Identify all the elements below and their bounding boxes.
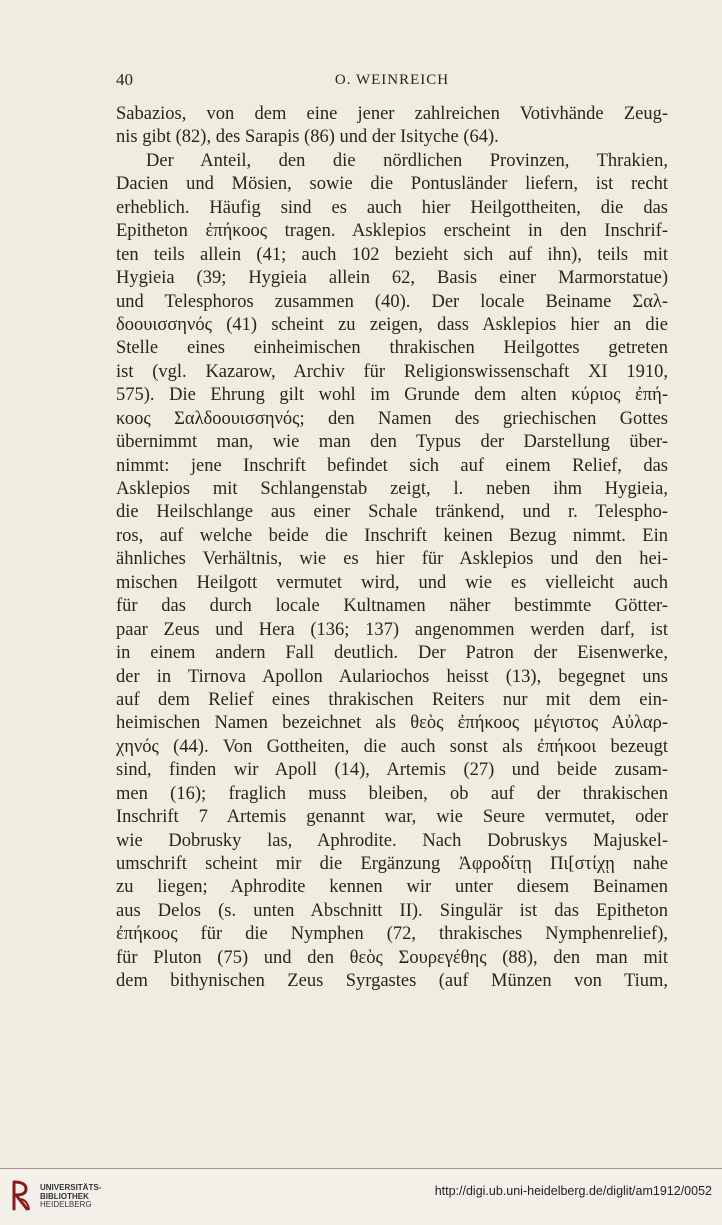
text-line: sind, finden wir Apoll (14), Artemis (27) und beide zusam-	[116, 760, 668, 781]
text-line: zu liegen; Aphrodite kennen wir unter diesem Beinamen	[116, 877, 668, 898]
text-line: ähnliches Verhältnis, wie es hier für Asklepios und den hei-	[116, 549, 668, 570]
page-header	[116, 70, 668, 94]
text-line: dem bithynischen Zeus Syrgastes (auf Münzen von Tium,	[116, 971, 668, 992]
text-line: Inschrift 7 Artemis genannt war, wie Seure vermutet, oder	[116, 807, 668, 828]
text-line: paar Zeus und Hera (136; 137) angenommen werden darf, ist	[116, 619, 668, 640]
text-line: Asklepios mit Schlangenstab zeigt, l. neben ihm Hygieia,	[116, 479, 668, 499]
text-line: der in Tirnova Apollon Aulariochos heisst (13), begegnet uns	[116, 666, 668, 687]
heidelberg-library-logo-icon	[10, 1179, 32, 1213]
text-line: ist (vgl. Kazarow, Archiv für Religionswissenschaft XI 1910,	[116, 361, 668, 382]
text-line: Dacien und Mösien, sowie die Pontusländer liefern, ist recht	[116, 174, 668, 195]
text-line: die Heilschlange aus einer Schale tränkend, und r. Telespho-	[116, 502, 668, 523]
text-line: nis gibt (82), des Sarapis (86) und der Isityche (64).	[116, 127, 499, 148]
text-line: δοουισσηνός (41) scheint zu zeigen, dass Asklepios hier an die	[116, 314, 668, 335]
institution-line: BIBLIOTHEK	[40, 1191, 89, 1201]
text-line: Hygieia (39; Hygieia allein 62, Basis einer Marmorstatue)	[116, 268, 668, 289]
institution-line: UNIVERSITÄTS-	[40, 1183, 102, 1192]
institution-line: HEIDELBERG	[40, 1200, 92, 1210]
text-line: Stelle eines einheimischen thrakischen Heilgottes getreten	[116, 338, 668, 359]
text-line: ros, auf welche beide die Inschrift keinen Bezug nimmt. Ein	[116, 525, 668, 546]
text-line: χηνός (44). Von Gottheiten, die auch sonst als ἐπήκοοι bezeugt	[116, 736, 668, 757]
text-line: ἐπήκοος für die Nymphen (72, thrakisches Nymphenrelief),	[116, 924, 668, 945]
text-line: Epitheton ἐπήκοος tragen. Asklepios erscheint in den Inschrif-	[116, 221, 668, 242]
text-line: wie Dobrusky las, Aphrodite. Nach Dobruskys Majuskel-	[116, 830, 668, 851]
institution-name	[40, 1184, 101, 1210]
source-url-link[interactable]: http://digi.ub.uni-heidelberg.de/diglit/am1912/0052	[434, 1184, 712, 1198]
text-line: auf dem Relief eines thrakischen Reiters nur mit dem ein-	[116, 689, 668, 710]
text-line: 575). Die Ehrung gilt wohl im Grunde dem alten κύριος ἐπή-	[116, 385, 668, 406]
page-number: 40	[116, 70, 133, 89]
text-line: übernimmt man, wie man den Typus der Darstellung über-	[116, 432, 668, 453]
text-line: ten teils allein (41; auch 102 bezieht sich auf ihn), teils mit	[116, 244, 668, 265]
text-line: Sabazios, von dem eine jener zahlreichen Votivhände Zeug-	[116, 104, 668, 124]
text-line: für das durch locale Kultnamen näher bestimmte Götter-	[116, 596, 668, 617]
text-line: und Telesphoros zusammen (40). Der locale Beiname Σαλ-	[116, 291, 668, 312]
text-line: κοος Σαλδοουισσηνός; den Namen des griechischen Gottes	[116, 408, 668, 429]
digitization-footer	[0, 1168, 722, 1225]
text-line: heimischen Namen bezeichnet als θεὸς ἐπήκοος μέγιστος Αὐλαρ-	[116, 713, 668, 734]
body-text	[116, 103, 668, 994]
running-head: O. WEINREICH	[334, 72, 450, 88]
text-line: erheblich. Häufig sind es auch hier Heilgottheiten, die das	[116, 197, 668, 218]
text-line: nimmt: jene Inschrift befindet sich auf einem Relief, das	[116, 455, 668, 476]
text-line: aus Delos (s. unten Abschnitt II). Singulär ist das Epitheton	[116, 900, 668, 921]
text-line: für Pluton (75) und den θεὸς Σουρεγέθης (88), den man mit	[116, 947, 668, 968]
text-line: mischen Heilgott vermutet wird, und wie es vielleicht auch	[116, 572, 668, 593]
text-line: men (16); fraglich muss bleiben, ob auf der thrakischen	[116, 783, 668, 804]
text-line: Der Anteil, den die nördlichen Provinzen, Thrakien,	[146, 150, 668, 171]
text-line: in einem andern Fall deutlich. Der Patron der Eisenwerke,	[116, 643, 668, 664]
text-line: umschrift scheint mir die Ergänzung Ἀφροδίτῃ Πι[στίχῃ nahe	[116, 854, 668, 874]
